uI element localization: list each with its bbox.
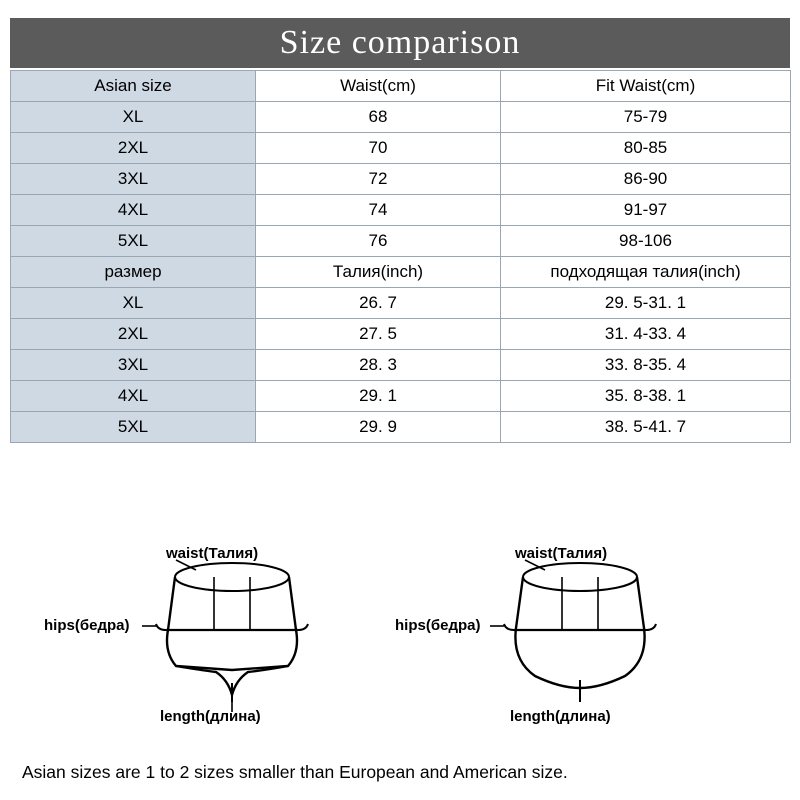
table-header-row-inch	[11, 257, 791, 288]
fit-waist-value: 29. 5-31. 1	[501, 288, 791, 319]
waist-value: 28. 3	[256, 350, 501, 381]
table-row	[11, 226, 791, 257]
size-comparison-table	[10, 70, 791, 443]
size-label: XL	[11, 102, 256, 133]
title-banner	[10, 18, 790, 68]
fit-waist-value: 80-85	[501, 133, 791, 164]
length-label-right: length(длина)	[510, 708, 611, 725]
table-row	[11, 195, 791, 226]
fit-waist-value: 75-79	[501, 102, 791, 133]
size-label: XL	[11, 288, 256, 319]
table-row	[11, 102, 791, 133]
table-row	[11, 350, 791, 381]
footer-note: Asian sizes are 1 to 2 sizes smaller than European and American size.	[22, 762, 568, 782]
header-fit-waist-cm: Fit Waist(cm)	[501, 71, 791, 102]
waist-value: 72	[256, 164, 501, 195]
brief-diagram-left	[0, 520, 400, 740]
size-label: 4XL	[11, 195, 256, 226]
table-row	[11, 133, 791, 164]
size-label: 3XL	[11, 164, 256, 195]
measurement-diagrams	[0, 520, 800, 740]
fit-waist-value: 38. 5-41. 7	[501, 412, 791, 443]
fit-waist-value: 91-97	[501, 195, 791, 226]
size-label: 4XL	[11, 381, 256, 412]
table-row	[11, 288, 791, 319]
header-waist-cm: Waist(cm)	[256, 71, 501, 102]
length-label-left: length(длина)	[160, 708, 261, 725]
waist-value: 74	[256, 195, 501, 226]
size-label: 3XL	[11, 350, 256, 381]
fit-waist-value: 31. 4-33. 4	[501, 319, 791, 350]
waist-value: 27. 5	[256, 319, 501, 350]
waist-value: 29. 1	[256, 381, 501, 412]
size-label: 2XL	[11, 319, 256, 350]
table-row	[11, 319, 791, 350]
waist-label-right: waist(Талия)	[515, 545, 608, 562]
page-title: Size comparison	[279, 24, 521, 61]
size-label: 5XL	[11, 226, 256, 257]
fit-waist-value: 98-106	[501, 226, 791, 257]
fit-waist-value: 33. 8-35. 4	[501, 350, 791, 381]
hips-label-right: hips(бедра)	[395, 617, 481, 634]
size-label: 2XL	[11, 133, 256, 164]
fit-waist-value: 86-90	[501, 164, 791, 195]
table-row	[11, 381, 791, 412]
waist-value: 68	[256, 102, 501, 133]
size-label: 5XL	[11, 412, 256, 443]
table-row	[11, 412, 791, 443]
waist-value: 26. 7	[256, 288, 501, 319]
table-row	[11, 164, 791, 195]
hips-label-left: hips(бедра)	[44, 617, 130, 634]
waist-value: 76	[256, 226, 501, 257]
header-asian-size: Asian size	[11, 71, 256, 102]
table-header-row-metric	[11, 71, 791, 102]
header-razmer: размер	[11, 257, 256, 288]
waist-label-left: waist(Талия)	[166, 545, 259, 562]
header-waist-inch: Талия(inch)	[256, 257, 501, 288]
waist-value: 29. 9	[256, 412, 501, 443]
brief-diagram-right	[395, 520, 795, 740]
header-fit-waist-inch: подходящая талия(inch)	[501, 257, 791, 288]
fit-waist-value: 35. 8-38. 1	[501, 381, 791, 412]
waist-value: 70	[256, 133, 501, 164]
